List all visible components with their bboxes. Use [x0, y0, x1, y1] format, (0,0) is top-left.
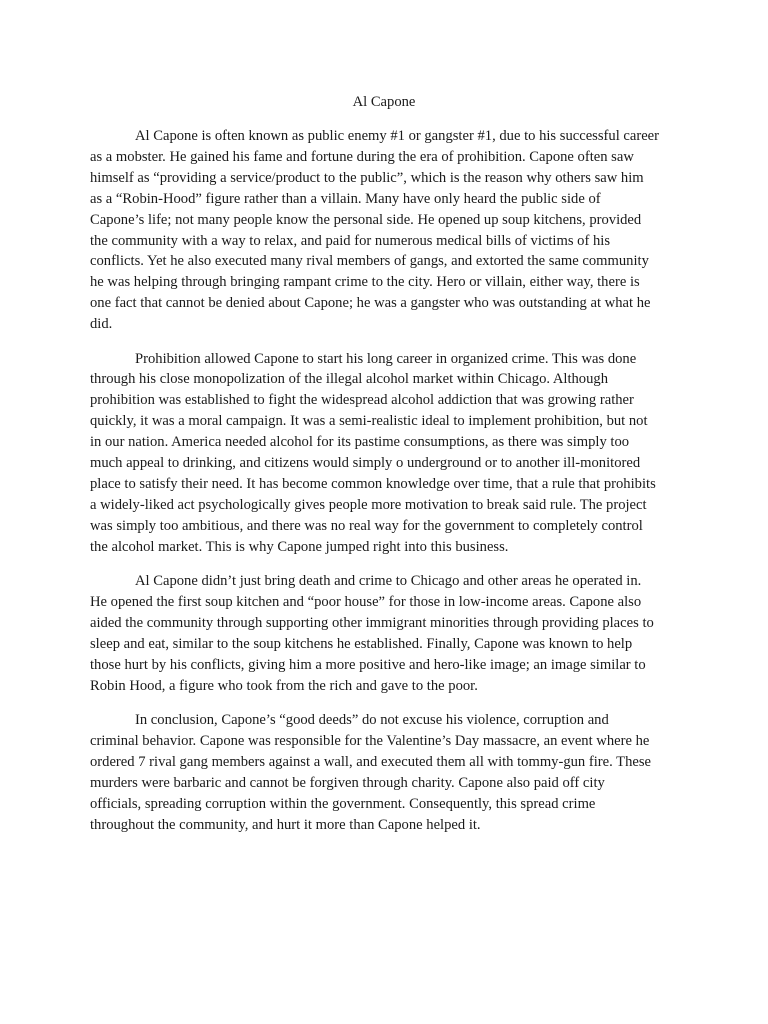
text-line: did.	[90, 316, 113, 333]
document-body	[90, 126, 682, 849]
text-line: in our nation. America needed alcohol for its pastime consumptions, as there was simply too	[90, 434, 630, 451]
page-title: Al Capone	[352, 94, 416, 110]
text-line: he was helping through bringing rampant crime to the city. Hero or villain, either way, there is	[90, 274, 640, 291]
text-line: the community with a way to relax, and paid for numerous medical bills of victims of his	[90, 232, 610, 249]
text-line: as a “Robin-Hood” figure rather than a villain. Many have only heard the public side of	[90, 190, 601, 207]
text-line: In conclusion, Capone’s “good deeds” do not excuse his violence, corruption and	[135, 712, 609, 729]
text-line: Al Capone is often known as public enemy #1 or gangster #1, due to his successful career	[135, 128, 660, 144]
text-line: much appeal to drinking, and citizens would simply o underground or to another ill-monitored	[90, 455, 641, 472]
paragraph-3	[90, 571, 682, 696]
text-line: prohibition was established to fight the widespread alcohol addiction that was growing rather	[90, 392, 634, 409]
text-line: conflicts. Yet he also executed many rival members of gangs, and extorted the same community	[90, 253, 649, 270]
text-line: quickly, it was a moral campaign. It was a semi-realistic ideal to implement prohibition, but not	[90, 413, 648, 430]
text-line: throughout the community, and hurt it more than Capone helped it.	[90, 816, 481, 833]
paragraph-1	[90, 126, 682, 335]
text-line: criminal behavior. Capone was responsible for the Valentine’s Day massacre, an event where he	[90, 732, 650, 749]
text-line: one fact that cannot be denied about Capone; he was a gangster who was outstanding at what he	[90, 295, 651, 312]
text-line: as a mobster. He gained his fame and fortune during the era of prohibition. Capone often saw	[90, 148, 634, 165]
text-line: murders were barbaric and cannot be forgiven through charity. Capone also paid off city	[90, 774, 605, 791]
text-line: was simply too ambitious, and there was no real way for the government to completely control	[90, 517, 643, 534]
text-line: sleep and eat, similar to the soup kitchens he established. Finally, Capone was known to help	[90, 635, 633, 652]
text-line: Prohibition allowed Capone to start his long career in organized crime. This was done	[135, 350, 637, 367]
text-line: officials, spreading corruption within the government. Consequently, this spread crime	[90, 795, 596, 812]
text-line: Al Capone didn’t just bring death and crime to Chicago and other areas he operated in.	[135, 573, 642, 590]
text-line: the alcohol market. This is why Capone jumped right into this business.	[90, 538, 509, 555]
text-line: through his close monopolization of the illegal alcohol market within Chicago. Although	[90, 371, 608, 388]
paragraph-4	[90, 710, 682, 835]
paragraph-2	[90, 349, 682, 558]
text-line: himself as “providing a service/product to the public”, which is the reason why others saw him	[90, 169, 644, 186]
text-line: Robin Hood, a figure who took from the rich and gave to the poor.	[90, 677, 478, 694]
text-line: place to satisfy their need. It has become common knowledge over time, that a rule that prohibits	[90, 476, 656, 492]
text-line: a widely-liked act psychologically gives people more motivation to break said rule. The project	[90, 496, 647, 513]
text-line: Capone’s life; not many people know the personal side. He opened up soup kitchens, provided	[90, 211, 642, 228]
text-line: ordered 7 rival gang members against a wall, and executed them all with tommy-gun fire. These	[90, 753, 652, 770]
text-line: aided the community through supporting other immigrant minorities through providing places to	[90, 614, 654, 631]
text-line: those hurt by his conflicts, giving him a more positive and hero-like image; an image similar to	[90, 656, 646, 673]
text-line: He opened the first soup kitchen and “poor house” for those in low-income areas. Capone also	[90, 594, 642, 611]
